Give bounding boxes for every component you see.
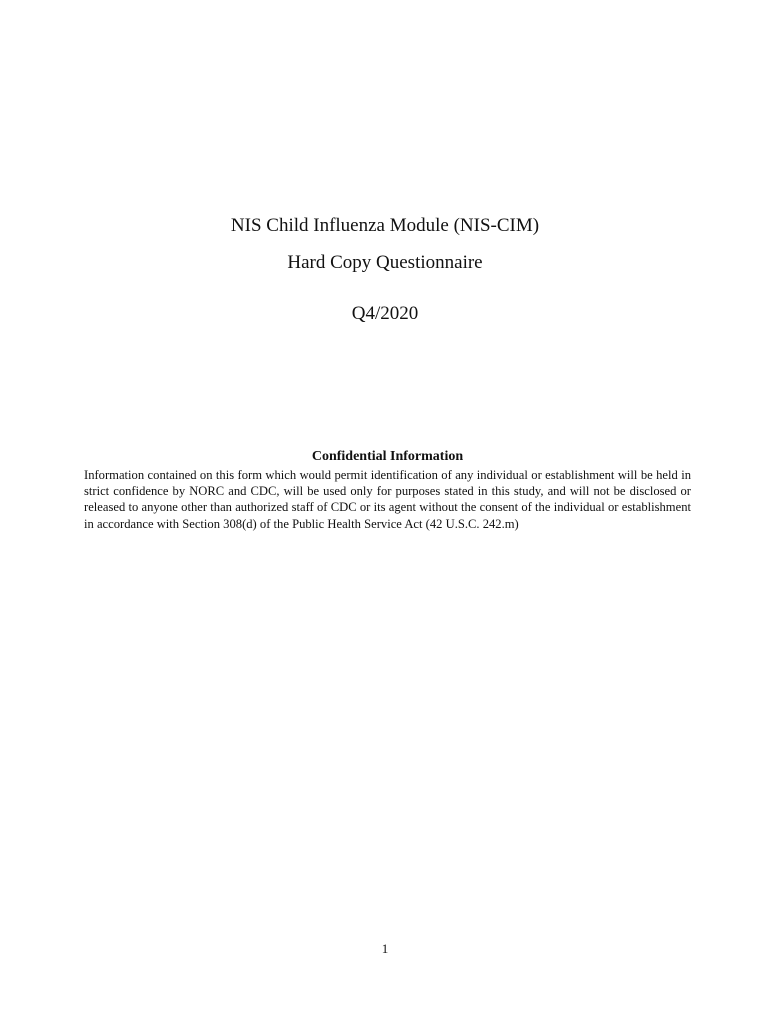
document-title-block	[0, 212, 770, 277]
page-number: 1	[381, 941, 389, 956]
confidential-heading: Confidential Information	[311, 449, 464, 464]
confidential-notice	[84, 448, 691, 532]
document-subtitle: Hard Copy Questionnaire	[287, 252, 483, 273]
document-title: NIS Child Influenza Module (NIS-CIM)	[230, 215, 540, 236]
confidential-body: Information contained on this form which would permit identification of any individual or establishment will be held in strict confidence by NORC and CDC, will be used only for purposes stated in this study, and will not be disclosed or released to anyone other than authorized staff of CDC or its agent without the consent of the individual or establishment in accordance with Section 308(d) of the Public Health Service Act (42 U.S.C. 242.m)	[84, 468, 691, 531]
document-quarter: Q4/2020	[351, 303, 419, 324]
